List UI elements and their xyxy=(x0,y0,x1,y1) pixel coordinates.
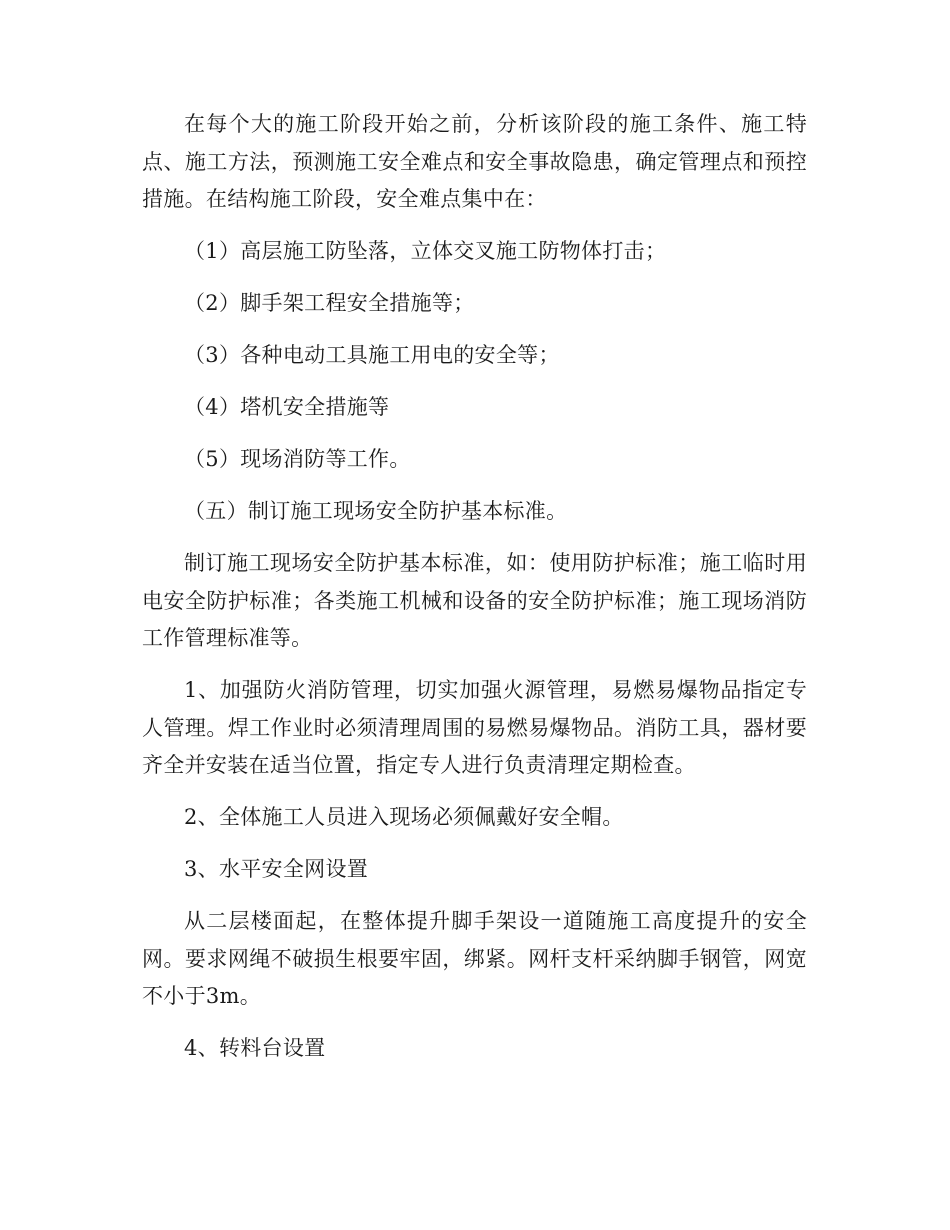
list-item-2: （2）脚手架工程安全措施等； xyxy=(184,291,475,315)
list-item-5: （5）现场消防等工作。 xyxy=(184,447,411,471)
paragraph-standards: 制订施工现场安全防护基本标准，如：使用防护标准；施工临时用电安全防护标准；各类施工机械和设备的安全防护标准；施工现场消防工作管理标准等。 xyxy=(142,551,807,650)
item-fire-management: 1、加强防火消防管理，切实加强火源管理，易燃易爆物品指定专人管理。焊工作业时必须清理周围的易燃易爆物品。消防工具，器材要齐全并安装在适当位置，指定专人进行负责清理定期检查。 xyxy=(142,678,807,777)
list-item-1: （1）高层施工防坠落，立体交叉施工防物体打击； xyxy=(184,239,667,263)
document-body xyxy=(142,106,807,1082)
paragraph-intro: 在每个大的施工阶段开始之前，分析该阶段的施工条件、施工特点、施工方法，预测施工安全难点和安全事故隐患，确定管理点和预控措施。在结构施工阶段，安全难点集中在： xyxy=(142,112,807,211)
item-transfer-platform-heading: 4、转料台设置 xyxy=(184,1036,326,1060)
section-heading-5: （五）制订施工现场安全防护基本标准。 xyxy=(184,499,568,523)
paragraph-safety-net: 从二层楼面起，在整体提升脚手架设一道随施工高度提升的安全网。要求网绳不破损生根要牢固，绑紧。网杆支杆采纳脚手钢管，网宽不小于3m。 xyxy=(142,909,807,1008)
item-safety-helmet: 2、全体施工人员进入现场必须佩戴好安全帽。 xyxy=(184,805,624,829)
list-item-4: （4）塔机安全措施等 xyxy=(184,395,390,419)
item-safety-net-heading: 3、水平安全网设置 xyxy=(184,857,369,881)
list-item-3: （3）各种电动工具施工用电的安全等； xyxy=(184,343,560,367)
